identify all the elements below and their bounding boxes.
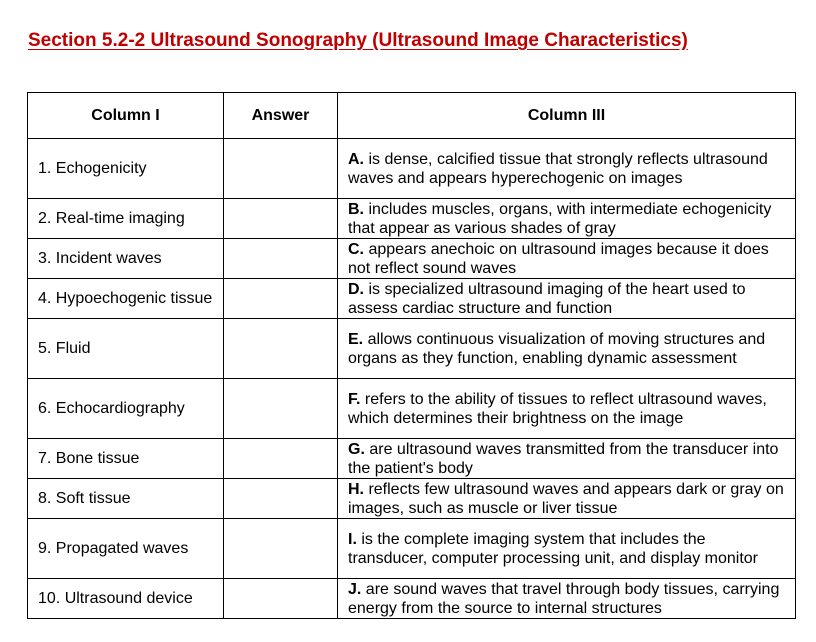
answer-cell[interactable]: [224, 579, 338, 619]
matching-table: [27, 92, 796, 619]
answer-cell[interactable]: [224, 279, 338, 319]
definition-text: is specialized ultrasound imaging of the heart used to assess cardiac structure and function: [348, 280, 746, 317]
definition-letter: A.: [348, 150, 364, 168]
answer-cell[interactable]: [224, 439, 338, 479]
definition-cell: [338, 239, 796, 279]
definition-letter: G.: [348, 440, 365, 458]
definition-text: is dense, calcified tissue that strongly reflects ultrasound waves and appears hyperechogenic on images: [348, 150, 768, 187]
column-iii-header: Column III: [338, 93, 796, 139]
table-row: [28, 279, 796, 319]
definition-cell: [338, 199, 796, 239]
definition-text: reflects few ultrasound waves and appears dark or gray on images, such as muscle or liver tissue: [348, 480, 784, 517]
definition-text: allows continuous visualization of moving structures and organs as they function, enabling dynamic assessment: [348, 330, 766, 367]
answer-cell[interactable]: [224, 199, 338, 239]
term-cell: 5. Fluid: [28, 319, 224, 379]
header-row: [28, 93, 796, 139]
table-row: [28, 379, 796, 439]
page-title: Section 5.2-2 Ultrasound Sonography (Ultrasound Image Characteristics): [28, 30, 688, 51]
table-row: [28, 239, 796, 279]
table-row: [28, 579, 796, 619]
term-cell: 9. Propagated waves: [28, 519, 224, 579]
definition-letter: H.: [348, 480, 364, 498]
table-row: [28, 479, 796, 519]
definition-cell: [338, 319, 796, 379]
answer-cell[interactable]: [224, 479, 338, 519]
answer-cell[interactable]: [224, 379, 338, 439]
table-row: [28, 319, 796, 379]
term-cell: 8. Soft tissue: [28, 479, 224, 519]
definition-cell: [338, 139, 796, 199]
definition-letter: B.: [348, 200, 364, 218]
definition-cell: [338, 439, 796, 479]
definition-cell: [338, 579, 796, 619]
definition-text: is the complete imaging system that includes the transducer, computer processing unit, and display monitor: [348, 530, 758, 567]
definition-letter: I.: [348, 530, 357, 548]
definition-cell: [338, 279, 796, 319]
definition-letter: D.: [348, 280, 364, 298]
table-row: [28, 519, 796, 579]
definition-letter: C.: [348, 240, 364, 258]
definition-cell: [338, 479, 796, 519]
definition-letter: J.: [348, 580, 362, 598]
term-cell: 10. Ultrasound device: [28, 579, 224, 619]
table-row: [28, 439, 796, 479]
answer-cell[interactable]: [224, 239, 338, 279]
answer-cell[interactable]: [224, 519, 338, 579]
term-cell: 2. Real-time imaging: [28, 199, 224, 239]
definition-text: refers to the ability of tissues to reflect ultrasound waves, which determines their brightness on the image: [348, 390, 767, 427]
answer-cell[interactable]: [224, 139, 338, 199]
term-cell: 7. Bone tissue: [28, 439, 224, 479]
definition-cell: [338, 379, 796, 439]
term-cell: 1. Echogenicity: [28, 139, 224, 199]
column-i-header: Column I: [28, 93, 224, 139]
term-cell: 3. Incident waves: [28, 239, 224, 279]
definition-letter: F.: [348, 390, 361, 408]
table-row: [28, 139, 796, 199]
definition-text: appears anechoic on ultrasound images because it does not reflect sound waves: [348, 240, 769, 277]
definition-cell: [338, 519, 796, 579]
table-row: [28, 199, 796, 239]
definition-text: are sound waves that travel through body tissues, carrying energy from the source to internal structures: [348, 580, 780, 617]
answer-cell[interactable]: [224, 319, 338, 379]
term-cell: 4. Hypoechogenic tissue: [28, 279, 224, 319]
term-cell: 6. Echocardiography: [28, 379, 224, 439]
answer-header: Answer: [224, 93, 338, 139]
definition-text: includes muscles, organs, with intermediate echogenicity that appear as various shades of gray: [348, 200, 772, 237]
definition-letter: E.: [348, 330, 364, 348]
definition-text: are ultrasound waves transmitted from the transducer into the patient's body: [348, 440, 779, 477]
